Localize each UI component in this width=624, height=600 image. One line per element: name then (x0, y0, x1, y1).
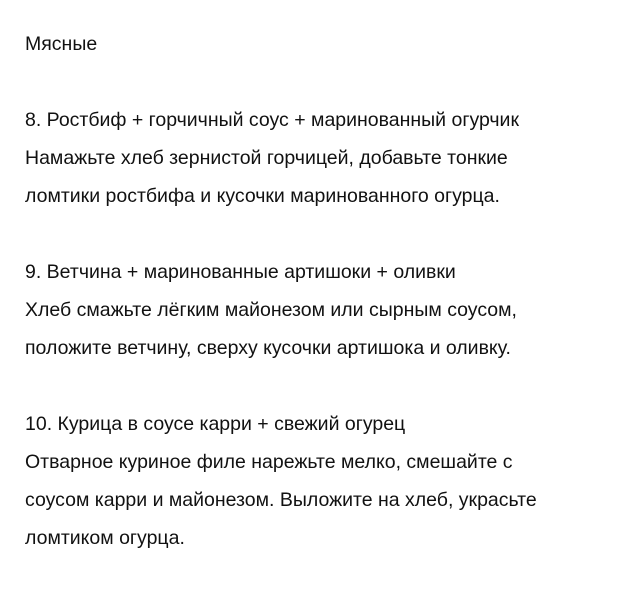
recipe-8-text-line-2: ломтики ростбифа и кусочки маринованного огурца. (25, 185, 500, 207)
recipe-10-text-line-2: соусом карри и майонезом. Выложите на хлеб, украсьте (25, 489, 537, 511)
recipe-10-text-line-3: ломтиком огурца. (25, 527, 185, 549)
recipe-9-text-line-1: Хлеб смажьте лёгким майонезом или сырным соусом, (25, 299, 517, 321)
recipe-9-title: 9. Ветчина + маринованные артишоки + оливки (25, 261, 456, 283)
recipe-10-text-line-1: Отварное куриное филе нарежьте мелко, смешайте с (25, 451, 513, 473)
recipe-8-title: 8. Ростбиф + горчичный соус + маринованный огурчик (25, 109, 519, 131)
recipe-9-text-line-2: положите ветчину, сверху кусочки артишока и оливку. (25, 337, 511, 359)
section-title: Мясные (25, 33, 98, 55)
recipe-10-title: 10. Курица в соусе карри + свежий огурец (25, 413, 406, 435)
recipe-8-text-line-1: Намажьте хлеб зернистой горчицей, добавьте тонкие (25, 147, 508, 169)
